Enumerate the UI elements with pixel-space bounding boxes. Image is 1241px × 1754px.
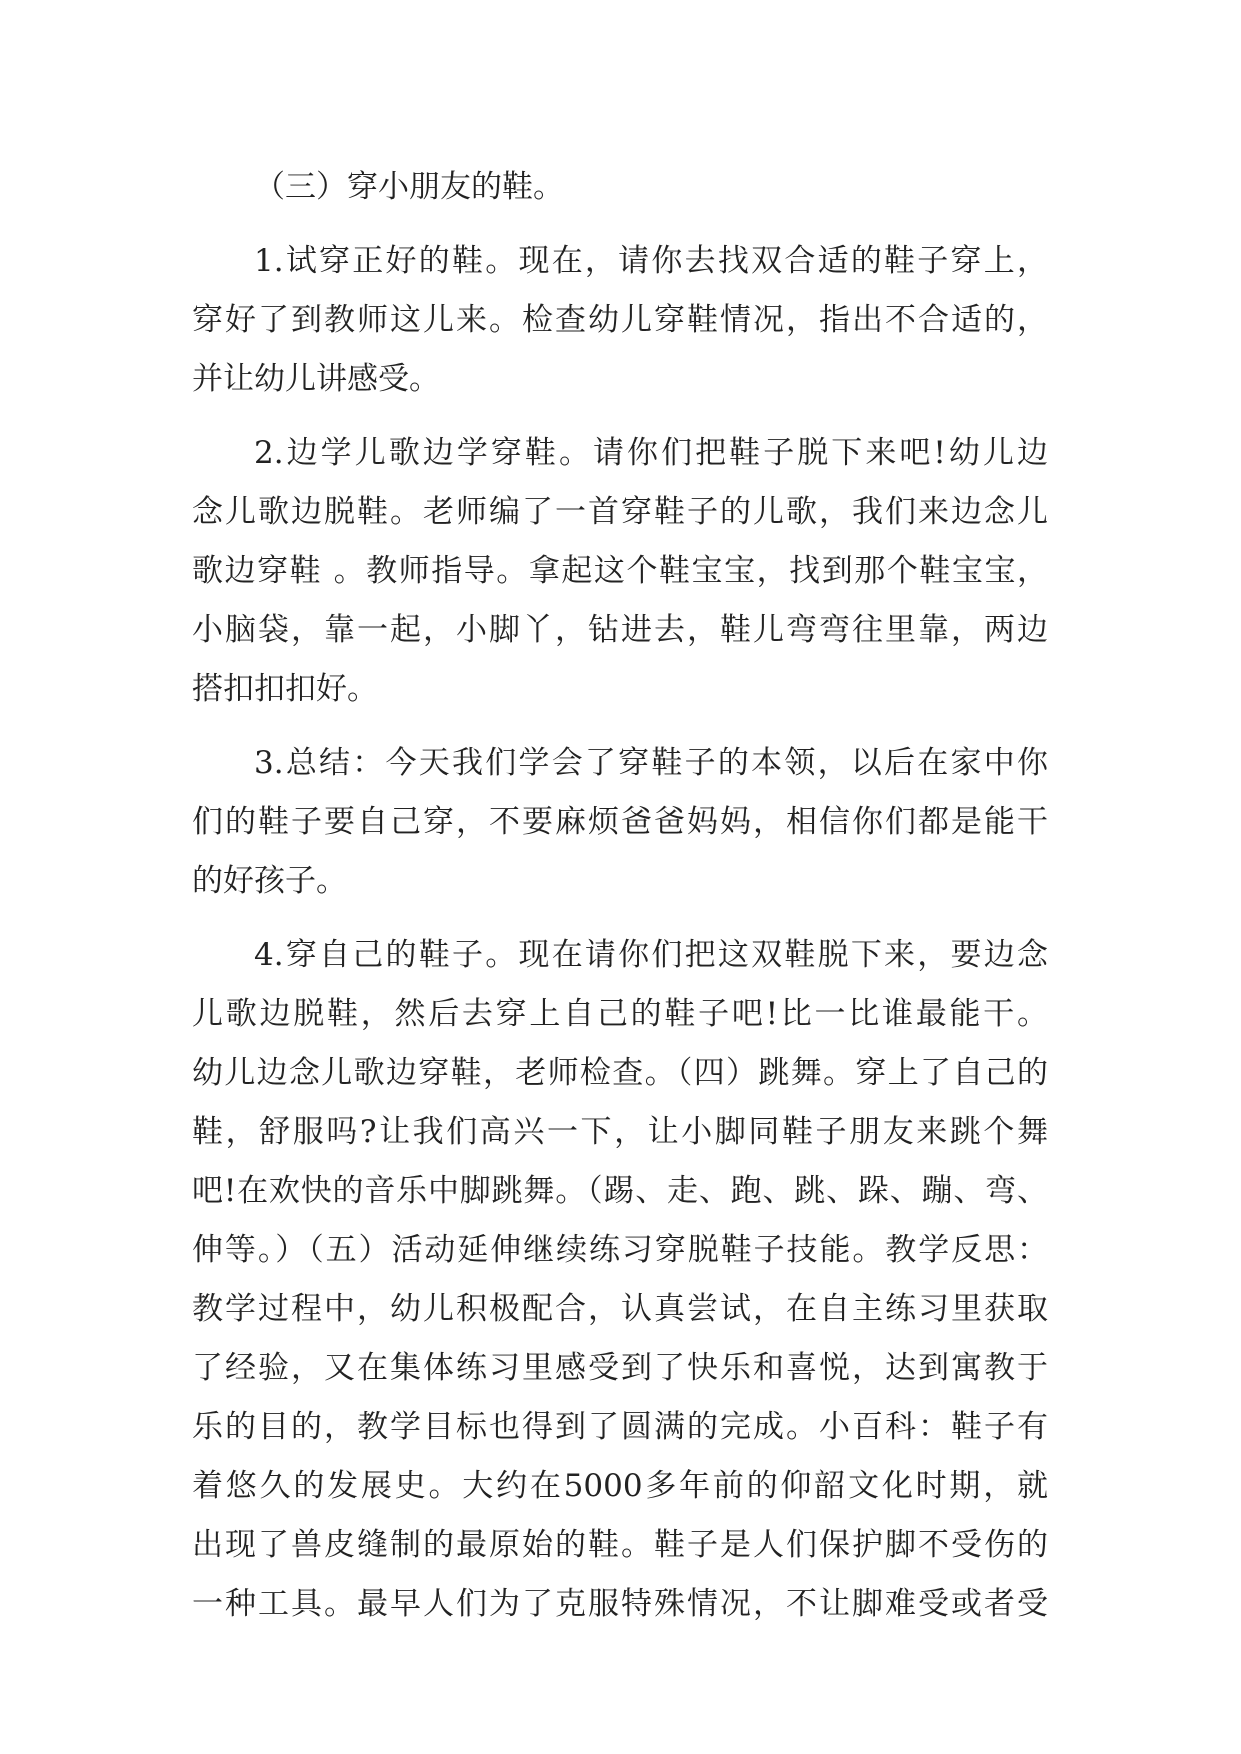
text-line: 念儿歌边脱鞋。老师编了一首穿鞋子的儿歌，我们来边念儿: [192, 494, 1048, 530]
paragraph-step-4: [192, 926, 1048, 1634]
text-line: 着悠久的发展史。大约在5000多年前的仰韶文化时期，就: [192, 1468, 1048, 1504]
section-heading: （三）穿小朋友的鞋。: [254, 169, 564, 205]
text-line: 幼儿边念儿歌边穿鞋，老师检查。（四）跳舞。穿上了自己的: [192, 1055, 1048, 1091]
text-line: 乐的目的，教学目标也得到了圆满的完成。小百科：鞋子有: [192, 1409, 1048, 1445]
text-line: 1.试穿正好的鞋。现在，请你去找双合适的鞋子穿上，: [254, 243, 1048, 279]
text-line: 一种工具。最早人们为了克服特殊情况，不让脚难受或者受: [192, 1586, 1048, 1622]
text-line: 了经验，又在集体练习里感受到了快乐和喜悦，达到寓教于: [192, 1350, 1048, 1386]
paragraph-section-three: [192, 158, 1048, 217]
text-line: 伸等。）（五）活动延伸继续练习穿脱鞋子技能。教学反思：: [192, 1232, 1048, 1268]
text-line: 穿好了到教师这儿来。检查幼儿穿鞋情况，指出不合适的，: [192, 302, 1048, 338]
text-line: 教学过程中，幼儿积极配合，认真尝试，在自主练习里获取: [192, 1291, 1048, 1327]
paragraph-step-3: [192, 734, 1048, 911]
text-line: 2.边学儿歌边学穿鞋。请你们把鞋子脱下来吧!幼儿边: [254, 435, 1048, 471]
text-line: 儿歌边脱鞋，然后去穿上自己的鞋子吧!比一比谁最能干。: [192, 996, 1048, 1032]
text-line: 搭扣扣扣好。: [192, 671, 378, 707]
document-body: [192, 158, 1048, 1634]
text-line: 4.穿自己的鞋子。现在请你们把这双鞋脱下来，要边念: [254, 937, 1048, 973]
text-line: 吧!在欢快的音乐中脚跳舞。（踢、走、跑、跳、跺、蹦、弯、: [192, 1173, 1048, 1209]
text-line: 小脑袋，靠一起，小脚丫，钻进去，鞋儿弯弯往里靠，两边: [192, 612, 1048, 648]
text-line: 3.总结：今天我们学会了穿鞋子的本领，以后在家中你: [254, 745, 1048, 781]
text-line: 歌边穿鞋 。教师指导。拿起这个鞋宝宝，找到那个鞋宝宝，: [192, 553, 1048, 589]
text-line: 的好孩子。: [192, 863, 347, 899]
text-line: 出现了兽皮缝制的最原始的鞋。鞋子是人们保护脚不受伤的: [192, 1527, 1048, 1563]
paragraph-step-1: [192, 232, 1048, 409]
paragraph-step-2: [192, 424, 1048, 719]
text-line: 鞋，舒服吗?让我们高兴一下，让小脚同鞋子朋友来跳个舞: [192, 1114, 1048, 1150]
text-line: 们的鞋子要自己穿，不要麻烦爸爸妈妈，相信你们都是能干: [192, 804, 1048, 840]
text-line: 并让幼儿讲感受。: [192, 361, 440, 397]
